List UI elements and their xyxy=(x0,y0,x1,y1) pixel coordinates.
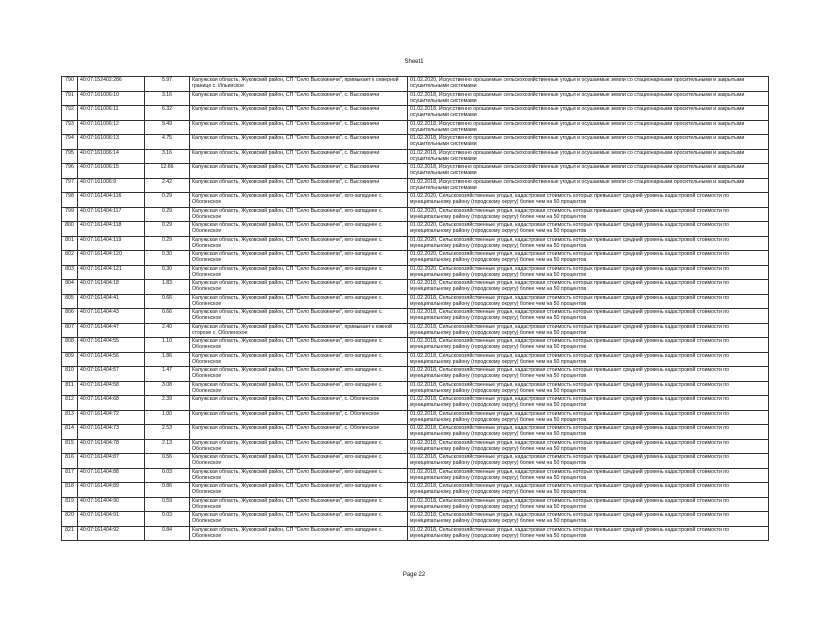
cell-description: 01.02.2018, Сельскохозяйственные угодья, кадастровая стоимость которых превышает средний уровень кадастровой стоимости по муниципальному району (городскому округу) более чем на 50 процентов xyxy=(408,497,769,512)
cell-description: 01.02.2020, Сельскохозяйственные угодья, кадастровая стоимость которых превышает средний уровень кадастровой стоимости по муниципальному району (городскому округу) более чем на 50 процентов xyxy=(408,222,769,237)
cell-address: Калужская область, Жуковский район, СП "Село Высокиничи", юго-западнее с. Оболенское xyxy=(190,222,408,237)
cell-description: 01.02.2020, Сельскохозяйственные угодья, кадастровая стоимость которых превышает средний уровень кадастровой стоимости по муниципальному району (городскому округу) более чем на 50 процентов xyxy=(408,236,769,251)
cell-cadastral-number: 40:07:161006:14 xyxy=(78,149,145,164)
cell-description: 01.02.2018, Сельскохозяйственные угодья, кадастровая стоимость которых превышает средний уровень кадастровой стоимости по муниципальному району (городскому округу) более чем на 50 процентов xyxy=(408,367,769,382)
cell-address: Калужская область, Жуковский район, СП "Село Высокиничи", юго-западнее с. Оболенское xyxy=(190,352,408,367)
cell-row-number: 794 xyxy=(62,135,78,150)
cell-description: 01.02.2018, Сельскохозяйственные угодья, кадастровая стоимость которых превышает средний уровень кадастровой стоимости по муниципальному району (городскому округу) более чем на 50 процентов xyxy=(408,410,769,425)
cell-cadastral-number: 40:07:161404:121 xyxy=(78,265,145,280)
cell-description: 01.02.2018, Сельскохозяйственные угодья, кадастровая стоимость которых превышает средний уровень кадастровой стоимости по муниципальному району (городскому округу) более чем на 50 процентов xyxy=(408,352,769,367)
cell-address: Калужская область, Жуковский район, СП "Село Высокиничи", юго-западнее с. Оболенское xyxy=(190,454,408,469)
cell-area: 0.66 xyxy=(145,309,190,324)
sheet-title: Sheet1 xyxy=(404,59,424,65)
cell-description: 01.02.2018, Искусственно орошаемые сельскохозяйственные угодья и осушаемые земли со стационарными оросительными и закрытыми осушительными системами xyxy=(408,120,769,135)
cell-description: 01.02.2018, Сельскохозяйственные угодья, кадастровая стоимость которых превышает средний уровень кадастровой стоимости по муниципальному району (городскому округу) более чем на 50 процентов xyxy=(408,280,769,295)
cell-area: 1.86 xyxy=(145,352,190,367)
cell-address: Калужская область, Жуковский район, СП "Село Высокиничи", юго-западнее с. Оболенское xyxy=(190,526,408,541)
cell-address: Калужская область, Жуковский район, СП "Село Высокиничи", с. Высокиничи xyxy=(190,106,408,121)
cell-cadastral-number: 40:07:161006:11 xyxy=(78,106,145,121)
cell-description: 01.02.2018, Сельскохозяйственные угодья, кадастровая стоимость которых превышает средний уровень кадастровой стоимости по муниципальному району (городскому округу) более чем на 50 процентов xyxy=(408,468,769,483)
cell-cadastral-number: 40:07:161404:120 xyxy=(78,251,145,266)
cell-description: 01.02.2020, Сельскохозяйственные угодья, кадастровая стоимость которых превышает средний уровень кадастровой стоимости по муниципальному району (городскому округу) более чем на 50 процентов xyxy=(408,207,769,222)
cell-address: Калужская область, Жуковский район, СП "Село Высокиничи", юго-западнее с. Оболенское xyxy=(190,468,408,483)
cell-address: Калужская область, Жуковский район, СП "Село Высокиничи", с. Оболенское xyxy=(190,396,408,411)
table-row xyxy=(62,309,769,324)
cell-description: 01.02.2020, Искусственно орошаемые сельскохозяйственные угодья и осушаемые земли со стационарными оросительными и закрытыми осушительными системами xyxy=(408,77,769,92)
data-table xyxy=(61,76,769,541)
cell-description: 01.02.2018, Искусственно орошаемые сельскохозяйственные угодья и осушаемые земли со стационарными оросительными и закрытыми осушительными системами xyxy=(408,164,769,179)
table-row xyxy=(62,236,769,251)
cell-description: 01.02.2018, Сельскохозяйственные угодья, кадастровая стоимость которых превышает средний уровень кадастровой стоимости по муниципальному району (городскому округу) более чем на 50 процентов xyxy=(408,396,769,411)
cell-row-number: 817 xyxy=(62,468,78,483)
cell-description: 01.02.2018, Искусственно орошаемые сельскохозяйственные угодья и осушаемые земли со стационарными оросительными и закрытыми осушительными системами xyxy=(408,178,769,193)
cell-address: Калужская область, Жуковский район, СП "Село Высокиничи", юго-западнее с. Оболенское xyxy=(190,236,408,251)
cell-row-number: 816 xyxy=(62,454,78,469)
cell-area: 12.66 xyxy=(145,164,190,179)
cell-row-number: 799 xyxy=(62,207,78,222)
table-row xyxy=(62,77,769,92)
table-row xyxy=(62,468,769,483)
table-row xyxy=(62,207,769,222)
cell-row-number: 804 xyxy=(62,280,78,295)
cell-row-number: 821 xyxy=(62,526,78,541)
cell-address: Калужская область, Жуковский район, СП "Село Высокиничи", юго-западнее с. Оболенское xyxy=(190,439,408,454)
cell-address: Калужская область, Жуковский район, СП "Село Высокиничи", юго-западнее с. Оболенское xyxy=(190,265,408,280)
table-row xyxy=(62,265,769,280)
cell-address: Калужская область, Жуковский район, СП "Село Высокиничи", юго-западнее с. Оболенское xyxy=(190,338,408,353)
cell-area: 0.29 xyxy=(145,222,190,237)
table-row xyxy=(62,222,769,237)
cell-row-number: 807 xyxy=(62,323,78,338)
cell-area: 0.03 xyxy=(145,468,190,483)
cell-address: Калужская область, Жуковский район, СП "Село Высокиничи", с. Оболенское xyxy=(190,410,408,425)
cell-area: 0.84 xyxy=(145,526,190,541)
cell-cadastral-number: 40:07:161404:88 xyxy=(78,468,145,483)
cell-row-number: 793 xyxy=(62,120,78,135)
cell-address: Калужская область, Жуковский район, СП "Село Высокиничи", юго-западнее с. Оболенское xyxy=(190,512,408,527)
cell-area: 0.30 xyxy=(145,265,190,280)
cell-address: Калужская область, Жуковский район, СП "Село Высокиничи", юго-западнее с. Оболенское xyxy=(190,294,408,309)
cell-address: Калужская область, Жуковский район, СП "Село Высокиничи", юго-западнее с. Оболенское xyxy=(190,193,408,208)
cell-description: 01.02.2018, Сельскохозяйственные угодья, кадастровая стоимость которых превышает средний уровень кадастровой стоимости по муниципальному району (городскому округу) более чем на 50 процентов xyxy=(408,483,769,498)
cell-area: 0.29 xyxy=(145,207,190,222)
cell-row-number: 814 xyxy=(62,425,78,440)
cell-cadastral-number: 40:07:161404:43 xyxy=(78,309,145,324)
table-row xyxy=(62,381,769,396)
cell-description: 01.02.2018, Сельскохозяйственные угодья, кадастровая стоимость которых превышает средний уровень кадастровой стоимости по муниципальному району (городскому округу) более чем на 50 процентов xyxy=(408,294,769,309)
cell-area: 2.42 xyxy=(145,178,190,193)
table-row xyxy=(62,526,769,541)
table-row xyxy=(62,164,769,179)
cell-description: 01.02.2018, Сельскохозяйственные угодья, кадастровая стоимость которых превышает средний уровень кадастровой стоимости по муниципальному району (городскому округу) более чем на 50 процентов xyxy=(408,425,769,440)
cell-cadastral-number: 40:07:161006:15 xyxy=(78,164,145,179)
cell-address: Калужская область, Жуковский район, СП "Село Высокиничи", юго-западнее с. Оболенское xyxy=(190,280,408,295)
cell-cadastral-number: 40:07:161404:116 xyxy=(78,193,145,208)
table-row xyxy=(62,512,769,527)
cell-row-number: 809 xyxy=(62,352,78,367)
table-row xyxy=(62,280,769,295)
cell-address: Калужская область, Жуковский район, СП "Село Высокиничи", юго-западнее с. Оболенское xyxy=(190,207,408,222)
cell-cadastral-number: 40:07:161006:13 xyxy=(78,135,145,150)
table-row xyxy=(62,149,769,164)
cell-description: 01.02.2018, Искусственно орошаемые сельскохозяйственные угодья и осушаемые земли со стационарными оросительными и закрытыми осушительными системами xyxy=(408,106,769,121)
table-row xyxy=(62,497,769,512)
cell-description: 01.02.2018, Искусственно орошаемые сельскохозяйственные угодья и осушаемые земли со стационарными оросительными и закрытыми осушительными системами xyxy=(408,135,769,150)
cell-row-number: 792 xyxy=(62,106,78,121)
cell-area: 1.47 xyxy=(145,367,190,382)
cell-description: 01.02.2020, Сельскохозяйственные угодья, кадастровая стоимость которых превышает средний уровень кадастровой стоимости по муниципальному району (городскому округу) более чем на 50 процентов xyxy=(408,251,769,266)
cell-address: Калужская область, Жуковский район, СП "Село Высокиничи", примыкает к южной стороне с. Оболенское xyxy=(190,323,408,338)
cell-area: 3.16 xyxy=(145,149,190,164)
cell-cadastral-number: 40:07:161006:12 xyxy=(78,120,145,135)
table-row xyxy=(62,454,769,469)
table-row xyxy=(62,294,769,309)
cell-area: 1.10 xyxy=(145,338,190,353)
cell-area: 2.13 xyxy=(145,439,190,454)
cell-area: 4.75 xyxy=(145,135,190,150)
cell-row-number: 813 xyxy=(62,410,78,425)
cell-cadastral-number: 40:07:161404:92 xyxy=(78,526,145,541)
cell-area: 2.53 xyxy=(145,425,190,440)
cell-address: Калужская область, Жуковский район, СП "Село Высокиничи", юго-западнее с. Оболенское xyxy=(190,309,408,324)
table-row xyxy=(62,323,769,338)
table-row xyxy=(62,338,769,353)
cell-area: 1.83 xyxy=(145,280,190,295)
cell-area: 6.32 xyxy=(145,106,190,121)
cell-row-number: 815 xyxy=(62,439,78,454)
cell-area: 0.59 xyxy=(145,497,190,512)
cell-address: Калужская область, Жуковский район, СП "Село Высокиничи", с. Высокиничи xyxy=(190,135,408,150)
cell-description: 01.02.2018, Сельскохозяйственные угодья, кадастровая стоимость которых превышает средний уровень кадастровой стоимости по муниципальному району (городскому округу) более чем на 50 процентов xyxy=(408,526,769,541)
cell-row-number: 798 xyxy=(62,193,78,208)
cell-description: 01.02.2018, Сельскохозяйственные угодья, кадастровая стоимость которых превышает средний уровень кадастровой стоимости по муниципальному району (городскому округу) более чем на 50 процентов xyxy=(408,323,769,338)
page-footer: Page 22 xyxy=(402,572,426,578)
table-row xyxy=(62,135,769,150)
table-row xyxy=(62,410,769,425)
cell-row-number: 805 xyxy=(62,294,78,309)
cell-description: 01.02.2018, Сельскохозяйственные угодья, кадастровая стоимость которых превышает средний уровень кадастровой стоимости по муниципальному району (городскому округу) более чем на 50 процентов xyxy=(408,439,769,454)
table-body xyxy=(62,77,769,541)
cell-row-number: 806 xyxy=(62,309,78,324)
cell-row-number: 796 xyxy=(62,164,78,179)
cell-description: 01.02.2018, Искусственно орошаемые сельскохозяйственные угодья и осушаемые земли со стационарными оросительными и закрытыми осушительными системами xyxy=(408,91,769,106)
cell-area: 0.86 xyxy=(145,483,190,498)
cell-cadastral-number: 40:07:161404:73 xyxy=(78,425,145,440)
cell-description: 01.02.2018, Сельскохозяйственные угодья, кадастровая стоимость которых превышает средний уровень кадастровой стоимости по муниципальному району (городскому округу) более чем на 50 процентов xyxy=(408,512,769,527)
cell-address: Калужская область, Жуковский район, СП "Село Высокиничи", юго-западнее с. Оболенское xyxy=(190,497,408,512)
cell-address: Калужская область, Жуковский район, СП "Село Высокиничи", с. Высокиничи xyxy=(190,164,408,179)
cell-address: Калужская область, Жуковский район, СП "Село Высокиничи", юго-западнее с. Оболенское xyxy=(190,483,408,498)
table-row xyxy=(62,251,769,266)
cell-cadastral-number: 40:07:161006:10 xyxy=(78,91,145,106)
cell-cadastral-number: 40:07:161404:91 xyxy=(78,512,145,527)
table-row xyxy=(62,483,769,498)
cell-cadastral-number: 40:07:161404:58 xyxy=(78,381,145,396)
table-row xyxy=(62,439,769,454)
cell-cadastral-number: 40:07:161404:89 xyxy=(78,483,145,498)
cell-cadastral-number: 40:07:161404:87 xyxy=(78,454,145,469)
table-row xyxy=(62,178,769,193)
cell-description: 01.02.2018, Сельскохозяйственные угодья, кадастровая стоимость которых превышает средний уровень кадастровой стоимости по муниципальному району (городскому округу) более чем на 50 процентов xyxy=(408,338,769,353)
table-row xyxy=(62,352,769,367)
cell-row-number: 795 xyxy=(62,149,78,164)
cell-row-number: 800 xyxy=(62,222,78,237)
cell-row-number: 797 xyxy=(62,178,78,193)
cell-cadastral-number: 40:07:161404:41 xyxy=(78,294,145,309)
cell-area: 0.29 xyxy=(145,193,190,208)
cell-cadastral-number: 40:07:161006:9 xyxy=(78,178,145,193)
cell-address: Калужская область, Жуковский район, СП "Село Высокиничи", с. Высокиничи xyxy=(190,120,408,135)
table-row xyxy=(62,425,769,440)
cell-row-number: 790 xyxy=(62,77,78,92)
cell-description: 01.02.2018, Сельскохозяйственные угодья, кадастровая стоимость которых превышает средний уровень кадастровой стоимости по муниципальному району (городскому округу) более чем на 50 процентов xyxy=(408,309,769,324)
cell-area: 0.29 xyxy=(145,236,190,251)
cell-description: 01.02.2018, Искусственно орошаемые сельскохозяйственные угодья и осушаемые земли со стационарными оросительными и закрытыми осушительными системами xyxy=(408,149,769,164)
table-row xyxy=(62,91,769,106)
cell-row-number: 812 xyxy=(62,396,78,411)
cell-area: 9.49 xyxy=(145,120,190,135)
cell-cadastral-number: 40:07:161404:119 xyxy=(78,236,145,251)
cell-row-number: 810 xyxy=(62,367,78,382)
cell-address: Калужская область, Жуковский район, СП "Село Высокиничи", примыкает к северной границе с. Ильинское xyxy=(190,77,408,92)
cell-cadastral-number: 40:07:161404:68 xyxy=(78,396,145,411)
cell-cadastral-number: 40:07:161404:47 xyxy=(78,323,145,338)
cell-cadastral-number: 40:07:161404:118 xyxy=(78,222,145,237)
cell-row-number: 819 xyxy=(62,497,78,512)
cell-address: Калужская область, Жуковский район, СП "Село Высокиничи", с. Оболенское xyxy=(190,425,408,440)
cell-area: 3.16 xyxy=(145,91,190,106)
cell-row-number: 811 xyxy=(62,381,78,396)
cell-area: 5.97 xyxy=(145,77,190,92)
cell-cadastral-number: 40:07:152402:286 xyxy=(78,77,145,92)
cell-area: 1.00 xyxy=(145,410,190,425)
cell-row-number: 820 xyxy=(62,512,78,527)
table-row xyxy=(62,106,769,121)
cell-row-number: 791 xyxy=(62,91,78,106)
cell-address: Калужская область, Жуковский район, СП "Село Высокиничи", юго-западнее с. Оболенское xyxy=(190,251,408,266)
cell-area: 0.56 xyxy=(145,454,190,469)
cell-address: Калужская область, Жуковский район, СП "Село Высокиничи", с. Высокиничи xyxy=(190,178,408,193)
cell-description: 01.02.2018, Сельскохозяйственные угодья, кадастровая стоимость которых превышает средний уровень кадастровой стоимости по муниципальному району (городскому округу) более чем на 50 процентов xyxy=(408,454,769,469)
cell-area: 0.66 xyxy=(145,294,190,309)
cell-area: 2.40 xyxy=(145,323,190,338)
table-row xyxy=(62,367,769,382)
cell-row-number: 818 xyxy=(62,483,78,498)
cell-cadastral-number: 40:07:161404:78 xyxy=(78,439,145,454)
cell-cadastral-number: 40:07:161404:72 xyxy=(78,410,145,425)
cell-cadastral-number: 40:07:161404:57 xyxy=(78,367,145,382)
cell-address: Калужская область, Жуковский район, СП "Село Высокиничи", юго-западнее с. Оболенское xyxy=(190,367,408,382)
cell-area: 3.08 xyxy=(145,381,190,396)
cell-row-number: 802 xyxy=(62,251,78,266)
table-row xyxy=(62,120,769,135)
cell-row-number: 801 xyxy=(62,236,78,251)
cell-cadastral-number: 40:07:161404:55 xyxy=(78,338,145,353)
cell-description: 01.02.2020, Сельскохозяйственные угодья, кадастровая стоимость которых превышает средний уровень кадастровой стоимости по муниципальному району (городскому округу) более чем на 50 процентов xyxy=(408,265,769,280)
table-row xyxy=(62,396,769,411)
cell-row-number: 808 xyxy=(62,338,78,353)
table-row xyxy=(62,193,769,208)
cell-cadastral-number: 40:07:161404:18 xyxy=(78,280,145,295)
cell-address: Калужская область, Жуковский район, СП "Село Высокиничи", юго-западнее с. Оболенское xyxy=(190,381,408,396)
cell-row-number: 803 xyxy=(62,265,78,280)
cell-cadastral-number: 40:07:161404:90 xyxy=(78,497,145,512)
cell-area: 0.30 xyxy=(145,251,190,266)
cell-address: Калужская область, Жуковский район, СП "Село Высокиничи", с. Высокиничи xyxy=(190,91,408,106)
cell-description: 01.02.2018, Сельскохозяйственные угодья, кадастровая стоимость которых превышает средний уровень кадастровой стоимости по муниципальному району (городскому округу) более чем на 50 процентов xyxy=(408,381,769,396)
cell-cadastral-number: 40:07:161404:117 xyxy=(78,207,145,222)
cell-area: 0.03 xyxy=(145,512,190,527)
cell-address: Калужская область, Жуковский район, СП "Село Высокиничи", с. Высокиничи xyxy=(190,149,408,164)
cell-area: 2.39 xyxy=(145,396,190,411)
cell-description: 01.02.2020, Сельскохозяйственные угодья, кадастровая стоимость которых превышает средний уровень кадастровой стоимости по муниципальному району (городскому округу) более чем на 50 процентов xyxy=(408,193,769,208)
cell-cadastral-number: 40:07:161404:56 xyxy=(78,352,145,367)
